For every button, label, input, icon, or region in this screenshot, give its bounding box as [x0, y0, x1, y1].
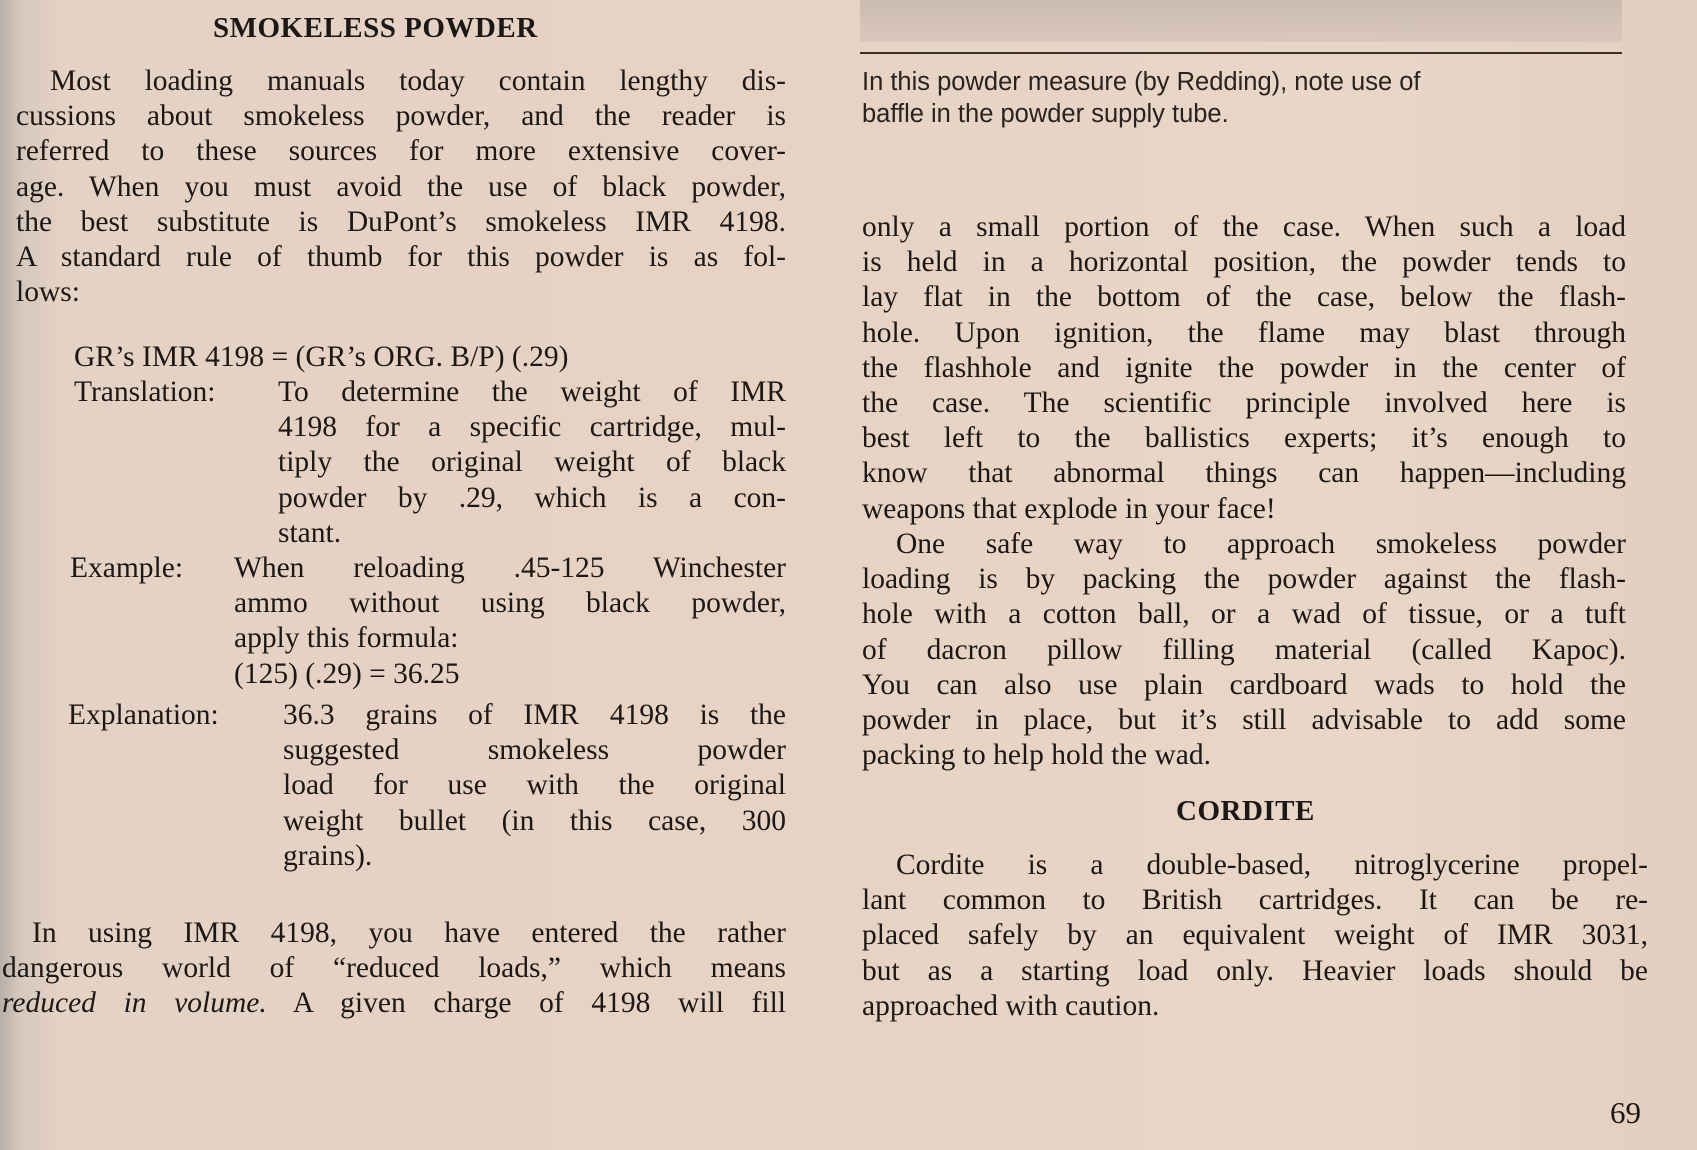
text-line: cussions about smokeless powder, and the reader is: [16, 100, 786, 133]
text-line: placed safely by an equivalent weight of IMR 3031,: [862, 919, 1648, 952]
text-line: grains).: [283, 839, 373, 872]
text-line: When reloading .45-125 Winchester: [234, 552, 786, 584]
text-line: tiply the original weight of black: [278, 446, 786, 479]
text-line: 4198 for a specific cartridge, mul-: [278, 411, 786, 444]
text-line: hole. Upon ignition, the flame may blast through: [862, 316, 1626, 349]
smokeless-intro-paragraph: [16, 64, 786, 310]
text-line: One safe way to approach smokeless powder: [896, 528, 1626, 560]
explanation-text: [283, 698, 786, 874]
text-line: (125) (.29) = 36.25: [234, 657, 460, 690]
text-line: A standard rule of thumb for this powder is as fol-: [16, 241, 786, 274]
text-line: loading is by packing the powder against the flash-: [862, 563, 1626, 596]
caption-line: In this powder measure (by Redding), note use of: [862, 68, 1421, 96]
text-line: the case. The scientific principle involved here is: [862, 387, 1626, 420]
text-line: hole with a cotton ball, or a wad of tissue, or a tuft: [862, 598, 1626, 631]
text-line: In using IMR 4198, you have entered the rather: [32, 917, 786, 949]
explanation-label: Explanation:: [68, 699, 219, 731]
text-line: lay flat in the bottom of the case, below the flash-: [862, 281, 1626, 314]
text-line: the best substitute is DuPont’s smokeless IMR 4198.: [16, 205, 786, 238]
text-line: Most loading manuals today contain lengthy dis-: [50, 65, 786, 97]
text-line: lows:: [16, 276, 80, 309]
left-column: [0, 0, 800, 1150]
caption-rule: [860, 52, 1622, 54]
text-line: approached with caution.: [862, 989, 1160, 1022]
text-line: Cordite is a double-based, nitroglycerine propel-: [896, 849, 1648, 881]
page-number: 69: [1610, 1095, 1641, 1130]
text-line: powder in place, but it’s still advisable to add some: [862, 704, 1626, 737]
text-line: weapons that explode in your face!: [862, 492, 1276, 525]
example-text: [234, 551, 786, 692]
translation-label: Translation:: [74, 376, 216, 408]
translation-text: [278, 375, 786, 551]
imr-formula: GR’s IMR 4198 = (GR’s ORG. B/P) (.29): [74, 341, 569, 373]
text-line: age. When you must avoid the use of black powder,: [16, 170, 786, 203]
text-line: the flashhole and ignite the powder in the center of: [862, 351, 1626, 384]
caption-line: baffle in the powder supply tube.: [862, 100, 1229, 128]
text-line: powder by .29, which is a con-: [278, 481, 786, 514]
text-line: load for use with the original: [283, 769, 786, 802]
smokeless-powder-heading: SMOKELESS POWDER: [213, 12, 538, 44]
text-line: know that abnormal things can happen—including: [862, 457, 1626, 490]
text-line: weight bullet (in this case, 300: [283, 804, 786, 837]
continued-paragraph: [862, 210, 1626, 527]
text-line: packing to help hold the wad.: [862, 739, 1212, 772]
text-line: is held in a horizontal position, the powder tends to: [862, 246, 1626, 279]
text-line: dangerous world of “reduced loads,” which means: [2, 952, 786, 985]
text-line: To determine the weight of IMR: [278, 376, 786, 408]
text-line: best left to the ballistics experts; it’s enough to: [862, 422, 1626, 455]
text-line: only a small portion of the case. When such a load: [862, 211, 1626, 243]
safe-way-paragraph: [862, 527, 1626, 773]
photo-caption: [862, 66, 1622, 130]
text-segment: A given charge of 4198 will fill: [266, 987, 786, 1020]
text-line: of dacron pillow filling material (called Kapoc).: [862, 633, 1626, 666]
cordite-paragraph: [862, 848, 1648, 1024]
text-line: lant common to British cartridges. It can be re-: [862, 884, 1648, 917]
example-label: Example:: [70, 552, 184, 584]
text-line: but as a starting load only. Heavier loads should be: [862, 954, 1648, 987]
cordite-heading: CORDITE: [1176, 795, 1315, 827]
text-line: suggested smokeless powder: [283, 734, 786, 767]
italic-text: reduced in volume.: [2, 987, 267, 1020]
text-line: [2, 986, 786, 1021]
reduced-loads-paragraph: [2, 916, 786, 1022]
text-line: stant.: [278, 516, 342, 549]
text-line: You can also use plain cardboard wads to hold the: [862, 668, 1626, 701]
photo-bottom-edge: [860, 0, 1622, 42]
text-line: apply this formula:: [234, 622, 459, 655]
text-line: referred to these sources for more extensive cover-: [16, 135, 786, 168]
text-line: ammo without using black powder,: [234, 587, 786, 620]
text-line: 36.3 grains of IMR 4198 is the: [283, 699, 786, 731]
